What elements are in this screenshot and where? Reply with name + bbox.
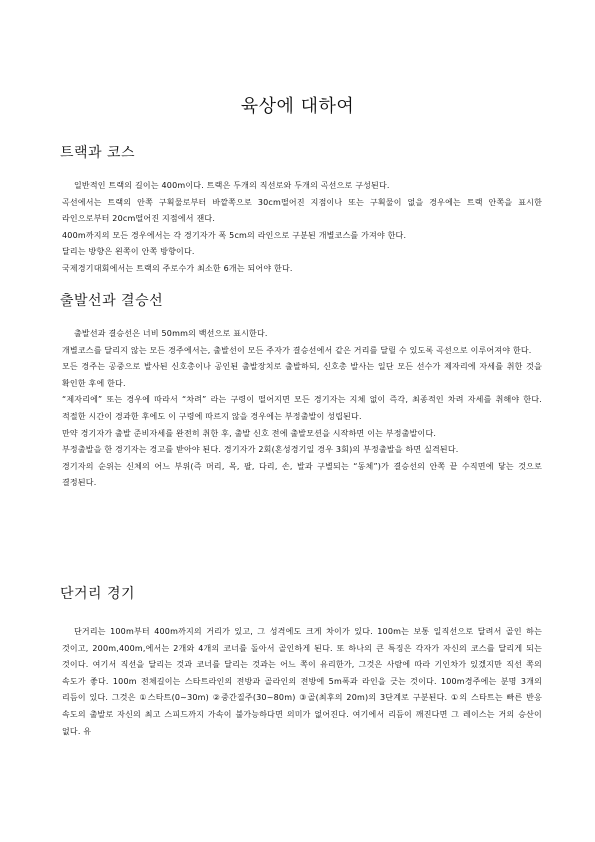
- section-body-sprint: [62, 624, 542, 740]
- paragraph: 단거리는 100m부터 400m까지의 거리가 있고, 그 성격에도 크게 차이가 있다. 100m는 보통 일직선으로 달려서 골인 하는 것이고, 200m,400m,에서는 2개와 4개의 코너를 돌아서 골인하게 된다. 또 하나의 큰 특징은 각자가 자신의 코스를 달리게 되는 것이다. 여기서 직선을 달리는 것과 코너를 달리는 것과는 어느 쪽이 유리한가, 그것은 사람에 따라 기인차가 있겠지만 직선 쪽의 속도가 좋다. 100m 전체길이는 스타트라인의 전방과 골라인의 전방에 5m폭과 라인을 긋는 것이다. 100m경주에는 분명 3개의 리듬이 있다. 그것은 ①스타트(0~30m) ②중간질주(30~80m) ③골(최후의 20m)의 3단계로 구분된다. ①의 스타트는 빠른 반응 속도의 출발로 자신의 최고 스피드까지 가속이 불가능하다면 의미가 없어진다. 여기에서 리듬이 깨진다면 그 레이스는 거의 승산이 없다. 유: [62, 627, 542, 736]
- paragraph: 달리는 방향은 왼쪽이 안쪽 방향이다.: [62, 247, 195, 257]
- paragraph: 경기자의 순위는 신체의 어느 부위(즉 머리, 목, 팔, 다리, 손, 발과 구별되는 “동체”)가 결승선의 안쪽 끝 수직면에 닿는 것으로 결정된다.: [62, 461, 542, 488]
- document-title: 육상에 대하여: [240, 96, 355, 117]
- paragraph: 국제경기대회에서는 트랙의 주로수가 최소한 6개는 되어야 한다.: [62, 263, 293, 273]
- section-body-start-finish: [62, 326, 542, 492]
- paragraph: 일반적인 트랙의 길이는 400m이다. 트랙은 두개의 직선로와 두개의 곡선으로 구성된다.: [74, 181, 390, 190]
- section-heading-sprint: 단거리 경기: [60, 586, 136, 602]
- paragraph: 개별코스를 달리지 않는 모든 경주에서는, 출발선이 모든 주자가 결승선에서 같은 거리를 달릴 수 있도록 곡선으로 이루어져야 한다.: [62, 345, 532, 355]
- paragraph: 곡선에서는 트랙의 안쪽 구획물로부터 바깥쪽으로 30cm떨어진 지점이나 또는 구획물이 없을 경우에는 트랙 안쪽을 표시한 라인으로부터 20cm떨어진 지점에서 잰다.: [62, 197, 542, 224]
- paragraph: 부정출발을 한 경기자는 경고를 받아야 된다. 경기자가 2회(혼성경기일 경우 3회)의 부정출발을 하면 실격된다.: [62, 445, 459, 455]
- section-heading-start-finish: 출발선과 결승선: [60, 293, 164, 309]
- paragraph: 모든 경주는 공중으로 발사된 신호총이나 공인된 출발장치로 출발하되, 신호총 발사는 일단 모든 선수가 제자리에 자세를 취한 것을 확인한 후에 한다.: [62, 362, 542, 388]
- paragraph: 400m까지의 모든 경우에서는 각 경기자가 폭 5cm의 라인으로 구분된 개별코스를 가져야 한다.: [62, 230, 407, 240]
- section-heading-track: 트랙과 코스: [60, 145, 136, 161]
- paragraph: 출발선과 결승선은 너비 50mm의 백선으로 표시한다.: [74, 329, 268, 338]
- paragraph: 만약 경기자가 출발 준비자세를 완전히 취한 후, 출발 신호 전에 출발모션을 시작하면 이는 부정출발이다.: [62, 428, 437, 438]
- section-body-track: [62, 178, 542, 278]
- paragraph: “제자리에” 또는 경우에 따라서 “차려” 라는 구령이 떨어지면 모든 경기자는 지체 없이 즉각, 최종적인 차려 자세를 취해야 한다. 적절한 시간이 경과한 후에도 이 구령에 따르지 않을 경우에는 부정출발이 성립된다.: [62, 395, 542, 421]
